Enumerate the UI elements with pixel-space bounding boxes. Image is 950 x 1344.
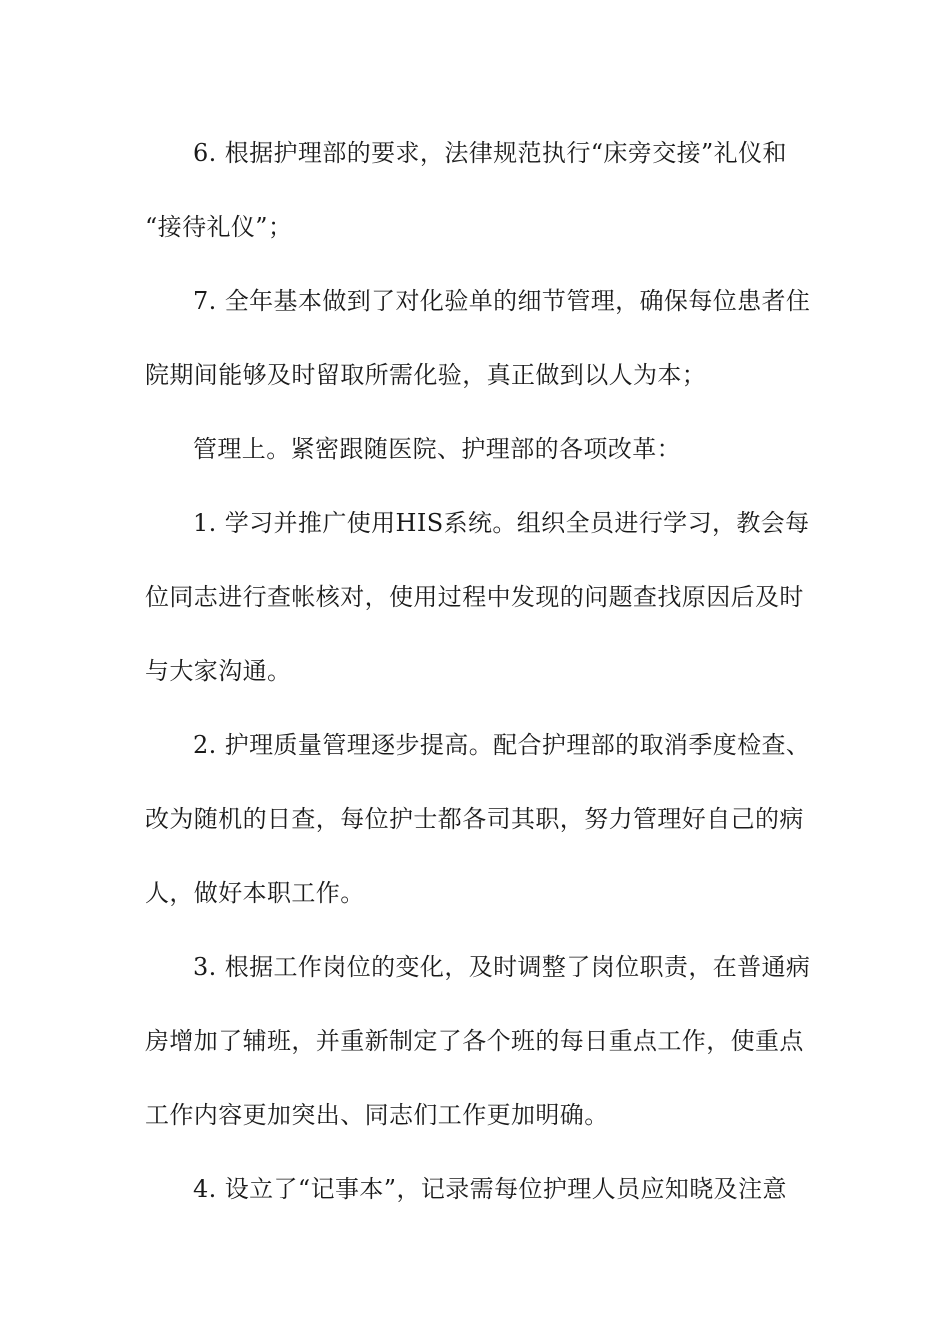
paragraph-item-3-line-3: 工作内容更加突出、同志们工作更加明确。 [145,1101,609,1129]
paragraph-item-1-line-3: 与大家沟通。 [145,657,292,685]
paragraph-item-3-line-1: 3. 根据工作岗位的变化，及时调整了岗位职责，在普通病 [193,953,811,981]
paragraph-item-2-line-1: 2. 护理质量管理逐步提高。配合护理部的取消季度检查、 [193,731,811,759]
paragraph-item-1-line-2: 位同志进行查帐核对，使用过程中发现的问题查找原因后及时 [145,583,804,611]
paragraph-item-7-line-2: 院期间能够及时留取所需化验，真正做到以人为本； [145,361,707,389]
paragraph-item-3-line-2: 房增加了辅班，并重新制定了各个班的每日重点工作，使重点 [145,1027,804,1055]
paragraph-item-2-line-3: 人，做好本职工作。 [145,879,365,907]
paragraph-item-1-line-1: 1. 学习并推广使用HIS系统。组织全员进行学习，教会每 [193,509,810,537]
paragraph-item-4-line-1: 4. 设立了“记事本”，记录需每位护理人员应知晓及注意 [193,1175,787,1203]
section-heading-management: 管理上。紧密跟随医院、护理部的各项改革： [193,435,681,463]
paragraph-item-2-line-2: 改为随机的日查，每位护士都各司其职，努力管理好自己的病 [145,805,804,833]
paragraph-item-6-line-2: “接待礼仪”； [145,213,293,241]
paragraph-item-7-line-1: 7. 全年基本做到了对化验单的细节管理，确保每位患者住 [193,287,811,315]
paragraph-item-6-line-1: 6. 根据护理部的要求，法律规范执行“床旁交接”礼仪和 [193,139,787,167]
